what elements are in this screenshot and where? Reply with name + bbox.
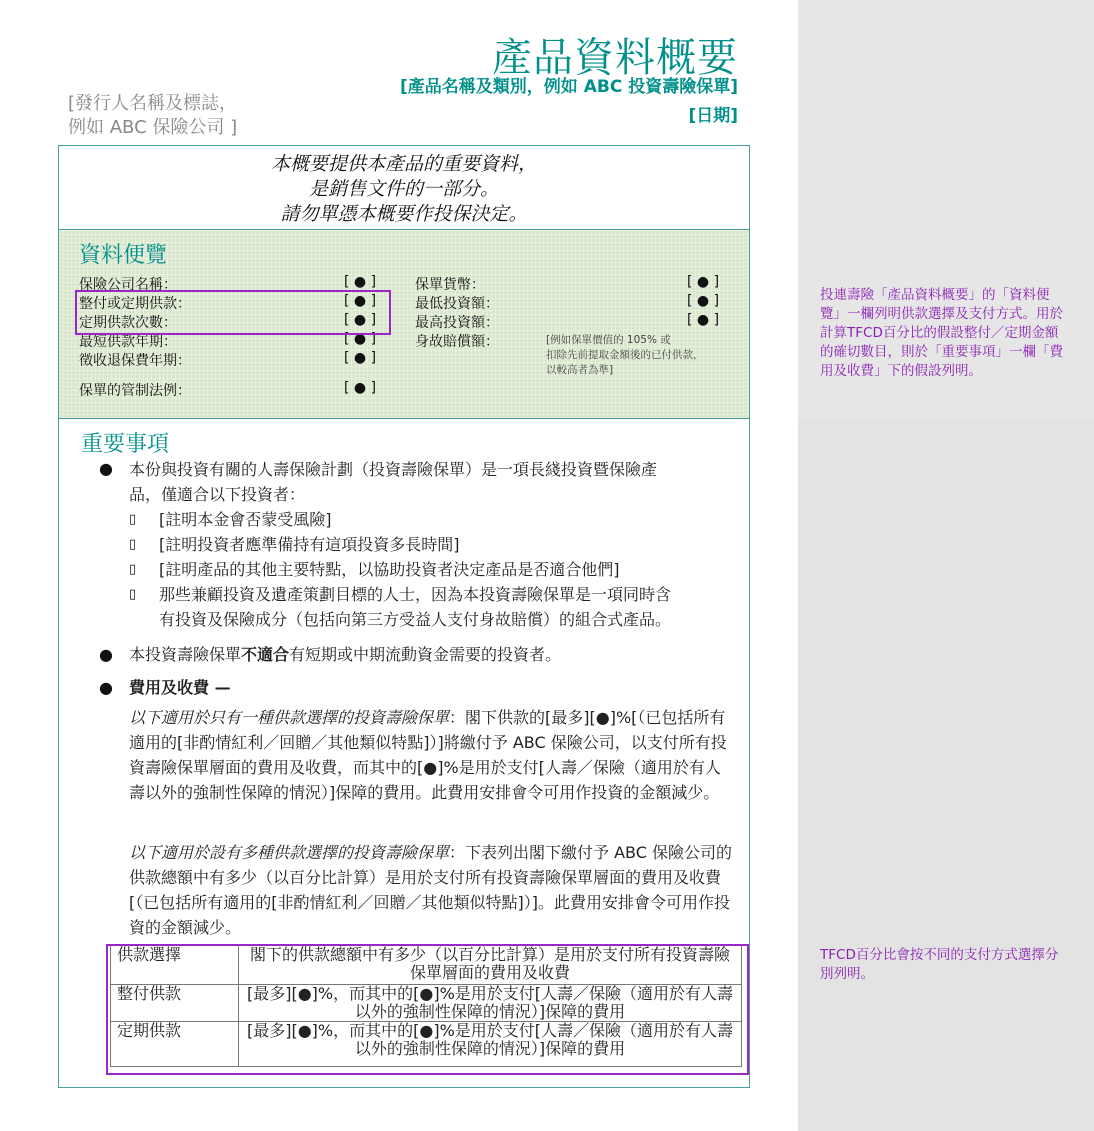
sub-bullet: ▯	[129, 512, 137, 527]
table-header-cell: 供款選擇	[111, 946, 239, 985]
fact-value-currency: [ ● ]	[687, 274, 720, 290]
fee-para-multi-text: ：下表列出閣下繳付予 ABC 保險公司的供款總額中有多少（以百分比計算）是用於支付所有投資壽險保單層面的費用及收費[（已包括所有適用的[非酌情紅利／回贈／其他類似特點]）]。此費用安排會令可用作投資的金額減少。	[129, 843, 733, 937]
fact-label-payment-frequency: 定期供款次數：	[79, 315, 177, 331]
fact-value-insurer: [ ● ]	[344, 274, 377, 290]
table-cell-desc: [最多][●]%，而其中的[●]%是用於支付[人壽／保險（適用於有人壽以外的強制性保障的情況）]保障的費用	[239, 1022, 742, 1067]
sub-bullet: ▯	[129, 587, 137, 602]
table-cell-option: 整付供款	[111, 985, 239, 1022]
fee-para-single-text: ：閣下供款的[最多][●]%[（已包括所有適用的[非酌情紅利／回贈／其他類似特點]）]將繳付予 ABC 保險公司，以支付所有投資壽險保單層面的費用及收費，而其中的[●]%是用於支付[人壽／保險（適用於有人壽以外的強制性保障的情況）]保障的費用。此費用安排會令可用作投資的金額減少。	[129, 708, 727, 802]
fact-value-min-investment: [ ● ]	[687, 293, 720, 309]
bullet-dot: ●	[99, 459, 113, 478]
table-header-cell: 閣下的供款總額中有多少（以百分比計算）是用於支付所有投資壽險保單層面的費用及收費	[239, 946, 742, 985]
bullet-3-fees: 費用及收費 —	[129, 678, 231, 697]
death-note-line-2: 扣除先前提取金額後的已付供款，	[546, 349, 704, 361]
bullet-2-bold: 不適合	[241, 645, 290, 664]
fact-label-min-investment: 最低投資額：	[415, 296, 499, 312]
fact-value-surrender-period: [ ● ]	[344, 350, 377, 366]
sub-item-2: [註明投資者應準備持有這項投資多長時間]	[159, 535, 460, 554]
bullet-2	[129, 642, 561, 667]
comment-note-1: 投連壽險「產品資料概要」的「資料便覽」一欄列明供款選擇及支付方式。用於計算TFCD百分比的假設整付／定期金額的確切數目，則於「重要事項」一欄「費用及收費」下的假設列明。	[820, 287, 1063, 379]
intro-box	[58, 145, 750, 230]
sub-item-3: [註明產品的其他主要特點，以協助投資者決定產品是否適合他們]	[159, 560, 620, 579]
product-name: [產品名稱及類別，例如 ABC 投資壽險保單]	[400, 77, 738, 97]
death-benefit-note	[546, 333, 704, 378]
fact-label-payment-type: 整付或定期供款：	[79, 296, 191, 312]
issuer-name	[68, 92, 237, 140]
fact-label-death-benefit: 身故賠償額：	[415, 334, 499, 350]
death-note-line-1: [例如保單價值的 105% 或	[546, 334, 671, 346]
bullet-2-post: 有短期或中期流動資金需要的投資者。	[289, 645, 562, 664]
fee-para-multi	[129, 840, 734, 940]
intro-line-3: 請勿單憑本概要作投保決定。	[280, 203, 528, 225]
bullet-dot: ●	[99, 678, 113, 697]
highlight-box-payment	[75, 290, 391, 335]
important-heading: 重要事項	[81, 432, 170, 457]
bullet-1-line-1: 本份與投資有關的人壽保險計劃（投資壽險保單）是一項長綫投資暨保險產	[129, 460, 658, 479]
sub-item-1: [註明本金會否蒙受風險]	[159, 510, 332, 529]
death-note-line-3: 以較高者為準]	[546, 364, 614, 376]
bullet-1-line-2: 品，僅適合以下投資者：	[129, 485, 306, 504]
fact-label-max-investment: 最高投資額：	[415, 315, 499, 331]
fact-label-min-term: 最短供款年期：	[79, 334, 177, 350]
sub-item-4-line-2: 有投資及保險成分（包括向第三方受益人支付身故賠償）的組合式產品。	[159, 610, 672, 629]
fact-label-surrender-period: 徵收退保費年期：	[79, 353, 191, 369]
fee-para-single-italic: 以下適用於只有一種供款選擇的投資壽險保單	[129, 708, 450, 727]
bullet-dot: ●	[99, 645, 113, 664]
fee-para-single	[129, 705, 734, 805]
fact-value-min-term: [ ● ]	[344, 331, 377, 347]
date-field: [日期]	[688, 106, 738, 126]
sub-bullet: ▯	[129, 562, 137, 577]
fact-label-currency: 保單貨幣：	[415, 277, 485, 293]
sub-item-4-line-1: 那些兼顧投資及遺產策劃目標的人士，因為本投資壽險保單是一項同時含	[159, 585, 672, 604]
sidebar-lower	[798, 420, 1094, 1131]
fee-para-multi-italic: 以下適用於設有多種供款選擇的投資壽險保單	[129, 843, 450, 862]
comment-note-2: TFCD百分比會按不同的支付方式選擇分別列明。	[820, 947, 1059, 982]
quick-facts-heading: 資料便覽	[79, 243, 168, 268]
fact-value-payment-frequency: [ ● ]	[344, 312, 377, 328]
bullet-2-pre: 本投資壽險保單	[129, 645, 242, 664]
issuer-line-1: [發行人名稱及標誌，	[68, 93, 238, 114]
intro-line-1: 本概要提供本產品的重要資料，	[270, 153, 537, 175]
issuer-line-2: 例如 ABC 保險公司 ]	[68, 117, 238, 138]
intro-line-2: 是銷售文件的一部分。	[308, 178, 499, 200]
highlight-box-fee-table	[106, 944, 749, 1075]
fact-label-governing-law: 保單的管制法例：	[79, 383, 191, 399]
fact-value-max-investment: [ ● ]	[687, 312, 720, 328]
table-cell-option: 定期供款	[111, 1022, 239, 1067]
table-cell-desc: [最多][●]%，而其中的[●]%是用於支付[人壽／保險（適用於有人壽以外的強制性保障的情況）]保障的費用	[239, 985, 742, 1022]
page-title: 產品資料概要	[492, 35, 738, 81]
sub-bullet: ▯	[129, 537, 137, 552]
fact-label-insurer: 保險公司名稱：	[79, 277, 177, 293]
fact-value-governing-law: [ ● ]	[344, 380, 377, 396]
fact-value-payment-type: [ ● ]	[344, 293, 377, 309]
